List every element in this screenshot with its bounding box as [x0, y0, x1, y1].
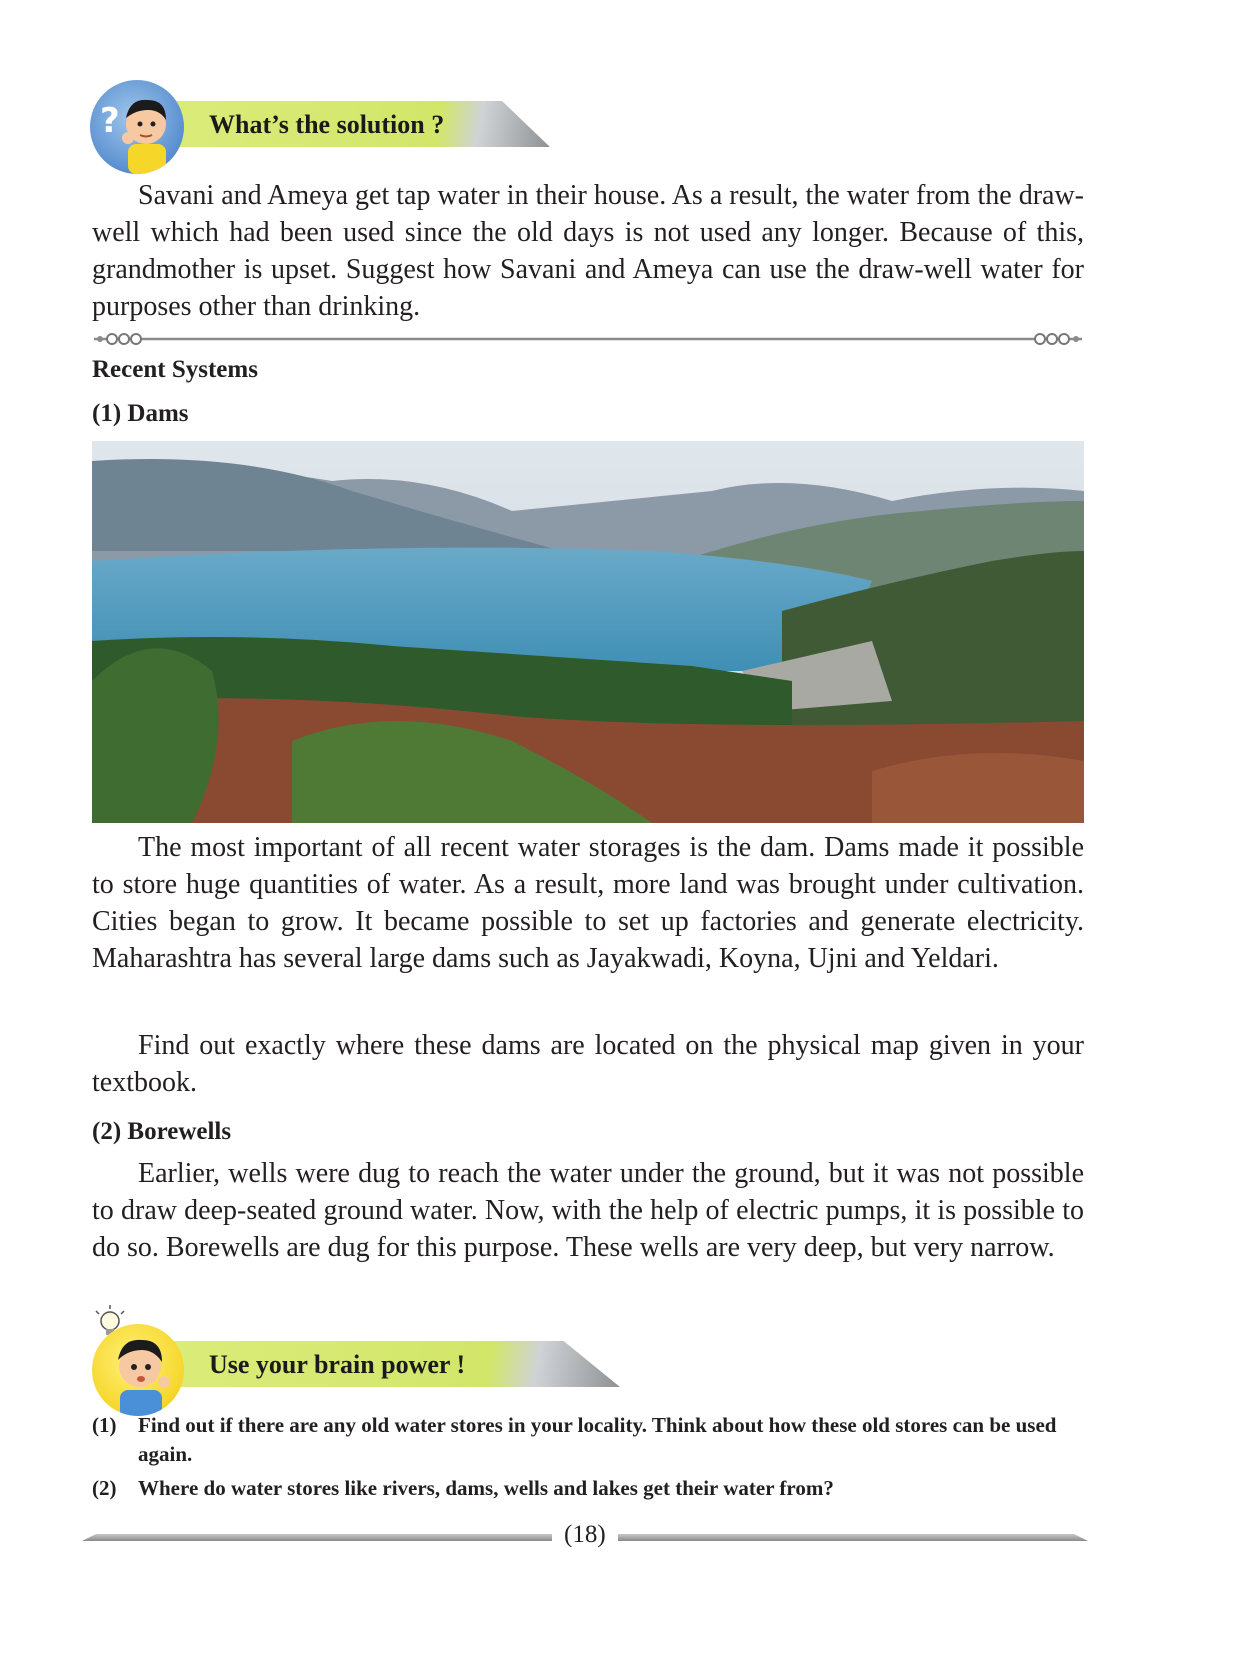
- thinking-boy-question-icon: [90, 80, 184, 174]
- solution-title: What’s the solution ?: [209, 110, 445, 139]
- footer-bar-right: [618, 1534, 1088, 1541]
- borewells-heading: (2) Borewells: [92, 1118, 232, 1145]
- brain-question-1: [92, 1411, 1084, 1469]
- solution-text: Savani and Ameya get tap water in their house. As a result, the water from the draw-well which had been used since the old days is not used any longer. Because of this, grandmother is upset. Suggest how Savani and Ameya can use the draw-well water for purposes other than drinking.: [92, 180, 1084, 322]
- thinking-boy-lightbulb-icon: [92, 1324, 184, 1416]
- question-text: Where do water stores like rivers, dams, wells and lakes get their water from?: [138, 1476, 834, 1500]
- dams-paragraph-1: The most important of all recent water storages is the dam. Dams made it possible to store huge quantities of water. As a result, more land was brought under cultivation. Cities began to grow. It became possible to set up factories and generate electricity. Maharashtra has several large dams such as Jayakwadi, Koyna, Ujni and Yeldari.: [92, 832, 1084, 974]
- page-number: (18): [564, 1521, 606, 1548]
- svg-text:?: ?: [100, 101, 120, 141]
- dam-reservoir-landscape-photo: [92, 441, 1084, 823]
- dams-paragraph-2: Find out exactly where these dams are located on the physical map given in your textbook.: [92, 1030, 1084, 1098]
- borewells-paragraph: Earlier, wells were dug to reach the water under the ground, but it was not possible to draw deep-seated ground water. Now, with the help of electric pumps, it is possible to do so. Borewells are dug for this purpose. These wells are very deep, but very narrow.: [92, 1158, 1084, 1263]
- question-number: (1): [92, 1413, 117, 1437]
- question-text: Find out if there are any old water stores in your locality. Think about how these old stores can be used again.: [138, 1413, 1057, 1466]
- section-heading: Recent Systems: [92, 356, 258, 383]
- footer-bar-left: [82, 1534, 552, 1541]
- brain-power-title: Use your brain power !: [209, 1350, 466, 1379]
- dams-heading: (1) Dams: [92, 400, 189, 427]
- question-number: (2): [92, 1476, 117, 1500]
- brain-question-2: [92, 1474, 1084, 1503]
- divider-line: [92, 333, 1084, 345]
